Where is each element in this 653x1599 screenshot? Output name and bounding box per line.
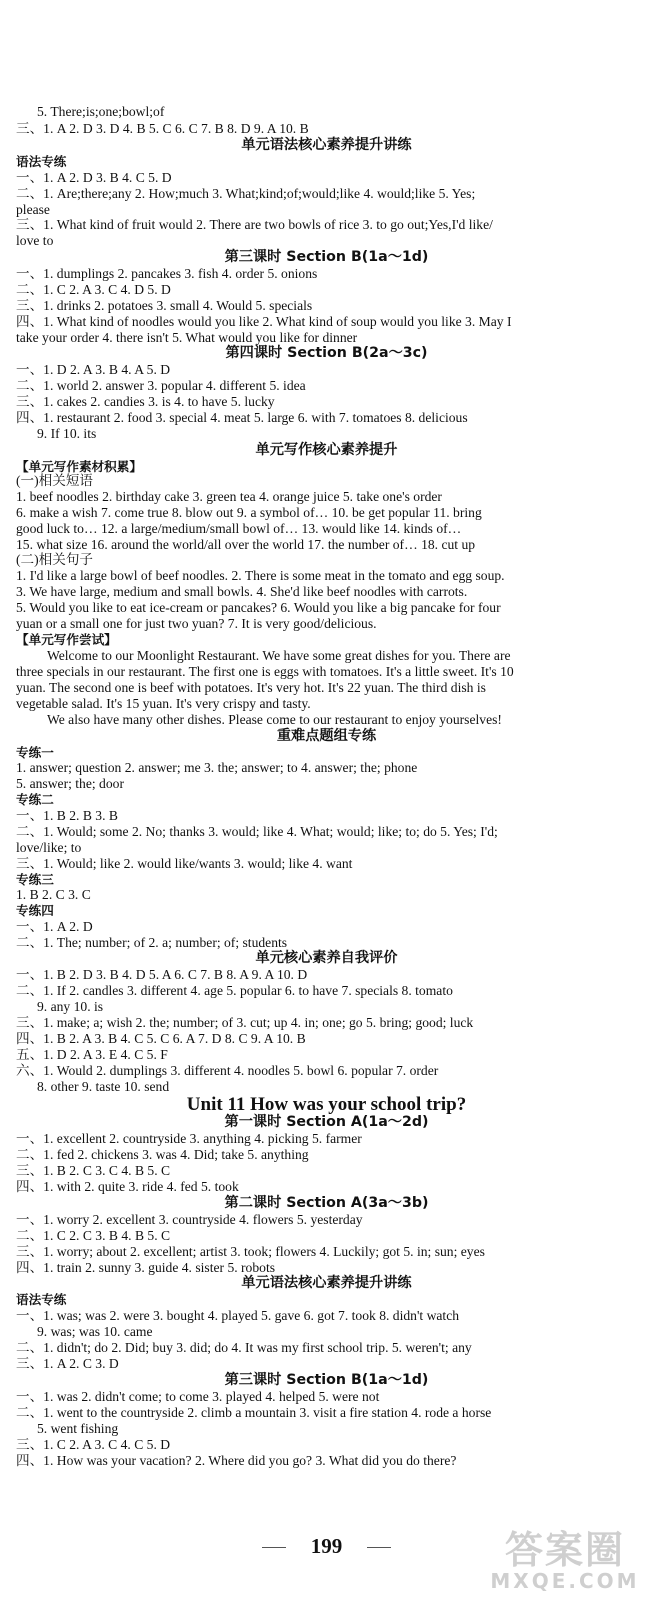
answer-line: 9. If 10. its <box>37 426 97 441</box>
answer-line: 1. answer; question 2. answer; me 3. the; answer; to 4. answer; the; phone <box>16 760 418 775</box>
section-heading: 重难点题组专练 <box>276 728 377 744</box>
answer-line: 一、1. worry 2. excellent 3. countryside 4. flowers 5. yesterday <box>16 1212 363 1227</box>
answer-line: 三、1. Would; like 2. would like/wants 3. would; like 4. want <box>16 856 353 871</box>
answer-line: 8. other 9. taste 10. send <box>37 1079 170 1094</box>
subsection-label: 专练三 <box>16 872 54 887</box>
answer-line: 四、1. B 2. A 3. B 4. C 5. C 6. A 7. D 8. C 9. A 10. B <box>16 1031 306 1046</box>
answer-line: Welcome to our Moonlight Restaurant. We have some great dishes for you. There are <box>47 648 511 663</box>
answer-line: 一、1. dumplings 2. pancakes 3. fish 4. order 5. onions <box>16 266 318 281</box>
watermark-url: MXQE.COM <box>490 1569 640 1593</box>
answer-line: 一、1. was 2. didn't come; to come 3. played 4. helped 5. were not <box>16 1389 380 1404</box>
answer-line: yuan. The second one is beef with potatoes. It's very hot. It's 22 yuan. The third dish is <box>16 680 486 695</box>
subsection-label: 【单元写作尝试】 <box>16 632 117 647</box>
section-heading: 第四课时 Section B(2a～3c) <box>225 345 428 361</box>
answer-line: 1. I'd like a large bowl of beef noodles. 2. There is some meat in the tomato and egg soup. <box>16 568 505 583</box>
subsection-label: 专练二 <box>16 792 54 807</box>
section-heading: 单元语法核心素养提升讲练 <box>241 137 412 153</box>
subsection-label: 语法专练 <box>16 1292 67 1307</box>
answer-line: 5. Would you like to eat ice-cream or pancakes? 6. Would you like a big pancake for four <box>16 600 501 615</box>
answer-line: 3. We have large, medium and small bowls. 4. She'd like beef noodles with carrots. <box>16 584 468 599</box>
subsection-label: 专练四 <box>16 903 54 918</box>
page-number-rule-right <box>367 1547 391 1548</box>
answer-line: 四、1. restaurant 2. food 3. special 4. meat 5. large 6. with 7. tomatoes 8. delicious <box>16 410 468 425</box>
answer-line: vegetable salad. It's 15 yuan. It's very crispy and tasty. <box>16 696 311 711</box>
answer-line: 三、1. worry; about 2. excellent; artist 3. took; flowers 4. Luckily; got 5. in; sun; eyes <box>16 1244 485 1259</box>
answer-line: (二)相关句子 <box>16 552 94 567</box>
answer-line: 三、1. C 2. A 3. C 4. C 5. D <box>16 1437 171 1452</box>
watermark-logo <box>485 1530 645 1592</box>
section-heading: 单元写作核心素养提升 <box>255 442 398 458</box>
answer-line: 6. make a wish 7. come true 8. blow out 9. a symbol of… 10. be get popular 11. bring <box>16 505 482 520</box>
answer-line: 五、1. D 2. A 3. E 4. C 5. F <box>16 1047 168 1062</box>
answer-line: 1. beef noodles 2. birthday cake 3. green tea 4. orange juice 5. take one's order <box>16 489 442 504</box>
answer-line: 5. went fishing <box>37 1421 119 1436</box>
subsection-label: 【单元写作素材积累】 <box>16 459 142 474</box>
answer-line: 一、1. A 2. D 3. B 4. C 5. D <box>16 170 172 185</box>
unit-title: Unit 11 How was your school trip? <box>186 1094 467 1115</box>
section-heading: 单元语法核心素养提升讲练 <box>241 1275 412 1291</box>
answer-line: 二、1. C 2. A 3. C 4. D 5. D <box>16 282 171 297</box>
answer-line: take your order 4. there isn't 5. What would you like for dinner <box>16 330 358 345</box>
answer-line: 一、1. B 2. B 3. B <box>16 808 118 823</box>
answer-line: 二、1. C 2. C 3. B 4. B 5. C <box>16 1228 171 1243</box>
answer-line: 三、1. A 2. C 3. D <box>16 1356 119 1371</box>
answer-line: 三、1. cakes 2. candies 3. is 4. to have 5. lucky <box>16 394 275 409</box>
answer-line: 二、1. fed 2. chickens 3. was 4. Did; take 5. anything <box>16 1147 309 1162</box>
answer-line: 一、1. excellent 2. countryside 3. anything 4. picking 5. farmer <box>16 1131 362 1146</box>
answer-line: 5. There;is;one;bowl;of <box>37 104 165 119</box>
answer-line: 二、1. Would; some 2. No; thanks 3. would; like 4. What; would; like; to; do 5. Yes; I'd; <box>16 824 498 839</box>
answer-line: 一、1. A 2. D <box>16 919 93 934</box>
answer-line: 9. was; was 10. came <box>37 1324 153 1339</box>
answer-line: 二、1. went to the countryside 2. climb a mountain 3. visit a fire station 4. rode a horse <box>16 1405 492 1420</box>
subsection-label: 专练一 <box>16 745 54 760</box>
answer-line: 三、1. A 2. D 3. D 4. B 5. C 6. C 7. B 8. D 9. A 10. B <box>16 121 309 136</box>
answer-line: 二、1. Are;there;any 2. How;much 3. What;kind;of;would;like 4. would;like 5. Yes; <box>16 186 476 201</box>
answer-line: 二、1. If 2. candles 3. different 4. age 5. popular 6. to have 7. specials 8. tomato <box>16 983 453 998</box>
answer-line: 三、1. What kind of fruit would 2. There are two bowls of rice 3. to go out;Yes,I'd like/ <box>16 217 493 232</box>
answer-line: 四、1. with 2. quite 3. ride 4. fed 5. took <box>16 1179 239 1194</box>
section-heading: 第三课时 Section B(1a～1d) <box>224 1372 429 1388</box>
section-heading: 第一课时 Section A(1a～2d) <box>224 1114 429 1130</box>
answer-line: yuan or a small one for just two yuan? 7. It is very good/delicious. <box>16 616 377 631</box>
answer-line: 15. what size 16. around the world/all over the world 17. the number of… 18. cut up <box>16 537 476 552</box>
answer-line: 三、1. B 2. C 3. C 4. B 5. C <box>16 1163 171 1178</box>
answer-line: We also have many other dishes. Please come to our restaurant to enjoy yourselves! <box>47 712 502 727</box>
answer-line: 四、1. train 2. sunny 3. guide 4. sister 5. robots <box>16 1260 276 1275</box>
answer-line: (一)相关短语 <box>16 473 94 488</box>
answer-line: love to <box>16 233 54 248</box>
answer-line: 9. any 10. is <box>37 999 104 1014</box>
section-heading: 单元核心素养自我评价 <box>255 950 398 966</box>
answer-line: 5. answer; the; door <box>16 776 124 791</box>
answer-line: 二、1. The; number; of 2. a; number; of; students <box>16 935 288 950</box>
section-heading: 第三课时 Section B(1a～1d) <box>224 249 429 265</box>
answer-line: 四、1. What kind of noodles would you like 2. What kind of soup would you like 3. May I <box>16 314 512 329</box>
watermark-title: 答案圈 <box>504 1528 625 1572</box>
answer-line: 一、1. was; was 2. were 3. bought 4. played 5. gave 6. got 7. took 8. didn't watch <box>16 1308 460 1323</box>
answer-line: 三、1. make; a; wish 2. the; number; of 3. cut; up 4. in; one; go 5. bring; good; luck <box>16 1015 474 1030</box>
answer-line: 二、1. didn't; do 2. Did; buy 3. did; do 4. It was my first school trip. 5. weren't; any <box>16 1340 472 1355</box>
answer-line: 四、1. How was your vacation? 2. Where did you go? 3. What did you do there? <box>16 1453 457 1468</box>
page-number: 199 <box>310 1534 343 1558</box>
answer-line: 六、1. Would 2. dumplings 3. different 4. noodles 5. bowl 6. popular 7. order <box>16 1063 439 1078</box>
answer-line: three specials in our restaurant. The first one is eggs with tomatoes. It's a little sweet. It's 10 <box>16 664 514 679</box>
answer-line: 1. B 2. C 3. C <box>16 887 91 902</box>
answer-line: love/like; to <box>16 840 82 855</box>
answer-line: 三、1. drinks 2. potatoes 3. small 4. Would 5. specials <box>16 298 313 313</box>
subsection-label: 语法专练 <box>16 154 67 169</box>
answer-line: good luck to… 12. a large/medium/small bowl of… 13. would like 14. kinds of… <box>16 521 462 536</box>
answer-line: please <box>16 202 50 217</box>
section-heading: 第二课时 Section A(3a～3b) <box>224 1195 429 1211</box>
answer-line: 二、1. world 2. answer 3. popular 4. different 5. idea <box>16 378 306 393</box>
answer-line: 一、1. D 2. A 3. B 4. A 5. D <box>16 362 171 377</box>
answer-line: 一、1. B 2. D 3. B 4. D 5. A 6. C 7. B 8. A 9. A 10. D <box>16 967 308 982</box>
